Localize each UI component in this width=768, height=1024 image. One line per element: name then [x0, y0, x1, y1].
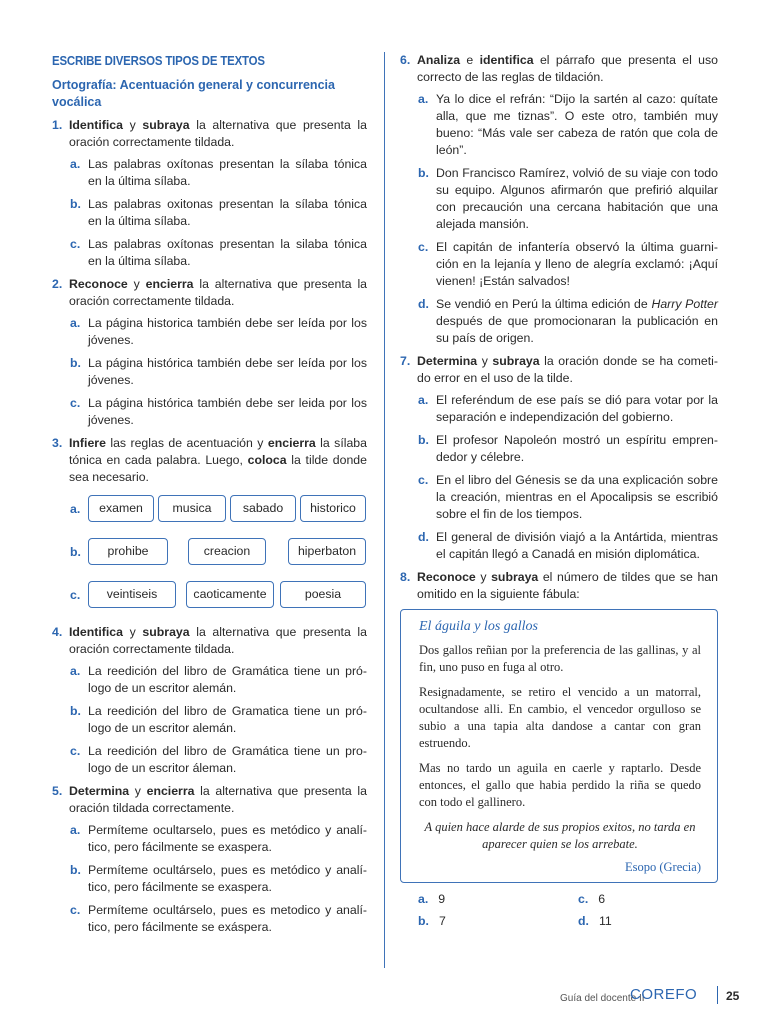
question-text: la oración donde se ha cometido error en el uso de la tilde.: [417, 354, 719, 385]
option-text: Permíteme ocultárselo, pues es metódico y analítico, pero fácilmente se exaspera.: [88, 863, 367, 894]
option-text: La reedición del libro de Gramatica tiene un prólogo de un escritor alemán.: [88, 704, 367, 735]
option-text: La reedición del libro de Gramática tiene un prólogo de un escritor alemán.: [88, 664, 367, 695]
question-text: la sílaba tónica en cada palabra. Luego,: [69, 436, 367, 467]
question-text: el párrafo que presenta el uso correcto de las reglas de tildación.: [417, 53, 719, 84]
option-4c[interactable]: [52, 743, 367, 777]
fable-paragraph: Resignadamente, se retiro el vencido a un matorral, ocultandose alli. En cambio, el vencedor orgulloso se subio a una tapia alta dandose a cantar con gran estruendo.: [419, 685, 701, 750]
instruction-verb: subraya: [142, 625, 190, 639]
option-letter: b.: [70, 197, 81, 211]
question-3: [52, 435, 367, 486]
instruction-verb: Analiza: [417, 53, 461, 67]
instruction-verb: encierra: [145, 277, 194, 291]
option-letter: b.: [418, 433, 429, 447]
question-1: [52, 117, 367, 151]
option-text: La página histórica también debe ser leida por los jóvenes.: [88, 396, 367, 427]
answer-options: [418, 891, 718, 933]
option-7d[interactable]: [400, 529, 718, 563]
option-2b[interactable]: [52, 355, 367, 389]
section-title: Ortografía: Acentuación general y concurrencia vocálica: [52, 78, 335, 109]
answer-value: 6: [598, 892, 606, 906]
footer-guide: Guía del docente II: [560, 993, 645, 1004]
option-1c[interactable]: [52, 236, 367, 270]
row-letter: c.: [70, 588, 81, 602]
question-number: 8.: [400, 570, 411, 584]
page-footer: [560, 988, 750, 1004]
option-text: después de que promocionaran la publicación en su país de origen.: [436, 314, 718, 345]
question-number: 1.: [52, 118, 63, 132]
column-divider: [384, 52, 385, 968]
page-number: 25: [726, 989, 740, 1003]
question-number: 6.: [400, 53, 411, 67]
question-7: [400, 353, 718, 387]
option-text: El referéndum de ese país se dió para votar por la separación e independización del gobierno.: [436, 393, 718, 424]
option-1b[interactable]: [52, 196, 367, 230]
option-4a[interactable]: [52, 663, 367, 697]
question-number: 3.: [52, 436, 63, 450]
fable-title: El águila y los gallos: [419, 619, 538, 634]
option-letter: d.: [418, 297, 429, 311]
option-text: Permíteme ocultarselo, pues es metódico y analítico, pero fácilmente se exaspera.: [88, 823, 367, 854]
conjunction: y: [129, 625, 136, 639]
option-7c[interactable]: [400, 472, 718, 523]
conjunction: y: [133, 277, 140, 291]
brand-logo: COREFO: [630, 986, 698, 1003]
answer-value: 7: [438, 914, 446, 928]
option-letter: b.: [70, 863, 81, 877]
option-letter: c.: [418, 473, 429, 487]
option-letter: c.: [70, 237, 81, 251]
question-text: la alternativa que presenta la oración tildada correctamente.: [69, 784, 367, 815]
right-column: [400, 52, 718, 933]
option-5a[interactable]: [52, 822, 367, 856]
conjunction: y: [129, 118, 136, 132]
option-6c[interactable]: [400, 239, 718, 290]
question-text: la alternativa que presenta la oración correctamente tildada.: [69, 625, 368, 656]
conjunction: y: [481, 354, 488, 368]
option-letter: a.: [70, 823, 81, 837]
option-text: La reedición del libro de Gramática tiene un prologo de un escritor áleman.: [88, 744, 367, 775]
option-letter: a.: [418, 393, 429, 407]
fable-paragraph: Dos gallos reñian por la preferencia de las gallinas, y al fin, uno puso en fuga al otro.: [419, 643, 701, 674]
question-number: 7.: [400, 354, 411, 368]
option-letter: b.: [70, 356, 81, 370]
option-7a[interactable]: [400, 392, 718, 426]
instruction-verb: subraya: [491, 570, 539, 584]
word-box[interactable]: poesia: [280, 581, 366, 608]
option-letter: c.: [70, 744, 81, 758]
option-6a[interactable]: [400, 91, 718, 159]
option-text: Las palabras oxítonas presentan la silaba tónica en la última sílaba.: [88, 237, 367, 268]
option-text: Se vendió en Perú la última edición de: [436, 297, 648, 311]
question-8: [400, 569, 718, 603]
option-letter: c.: [418, 240, 429, 254]
option-letter: a.: [70, 157, 81, 171]
option-letter: b.: [418, 914, 429, 928]
question-6: [400, 52, 718, 86]
word-box[interactable]: historico: [300, 495, 366, 522]
question-text: la alternativa que presenta la oración correctamente tildada.: [69, 277, 368, 308]
option-text: Permíteme ocultárselo, pues es metodico y analítico, pero fácilmente se exáspera.: [88, 903, 367, 934]
fable-moral: A quien hace alarde de sus propios exitos, no tarda en aparecer quien se los arrebate.: [424, 820, 696, 851]
option-2c[interactable]: [52, 395, 367, 429]
conjunction: y: [134, 784, 141, 798]
row-letter: b.: [70, 545, 81, 559]
option-letter: d.: [578, 914, 589, 928]
fable-paragraph: Mas no tardo un aguila en caerle y raptarlo. Desde entonces, el gallo que habia perdido la riña se quedo con todo el gallinero.: [419, 761, 701, 809]
question-text: el número de tildes que se han omitido en la siguiente fábula:: [417, 570, 718, 601]
instruction-verb: Reconoce: [69, 277, 128, 291]
option-letter: c.: [70, 396, 81, 410]
answer-b[interactable]: [418, 913, 446, 930]
option-text: El profesor Napoleón mostró un espíritu emprendedor y célebre.: [436, 433, 718, 464]
option-letter: a.: [418, 892, 429, 906]
row-letter: a.: [70, 502, 81, 516]
option-5b[interactable]: [52, 862, 367, 896]
question-text: la alternativa que presenta la oración correctamente tildada.: [69, 118, 368, 149]
word-box[interactable]: veintiseis: [88, 581, 176, 608]
question-text: las reglas de acentuación y: [110, 436, 264, 450]
fable-author: Esopo (Grecia): [624, 860, 701, 874]
option-text: La página histórica también debe ser leída por los jóvenes.: [88, 356, 367, 387]
word-box[interactable]: sabado: [230, 495, 296, 522]
instruction-verb: encierra: [267, 436, 316, 450]
option-text: El capitán de infantería observó la última guarnición en la lejanía y lleno de alegría exclamó: ¡Aquí vienen! ¡Están salvados!: [436, 240, 718, 288]
answer-value: 11: [598, 914, 612, 928]
option-2a[interactable]: [52, 315, 367, 349]
word-box[interactable]: prohibe: [88, 538, 168, 565]
question-number: 5.: [52, 784, 63, 798]
answer-value: 9: [438, 892, 446, 906]
option-1a[interactable]: [52, 156, 367, 190]
instruction-verb: Infiere: [69, 436, 106, 450]
fable-box: [400, 609, 718, 883]
option-7b[interactable]: [400, 432, 718, 466]
option-letter: b.: [418, 166, 429, 180]
instruction-verb: coloca: [247, 453, 287, 467]
option-5c[interactable]: [52, 902, 367, 936]
instruction-verb: subraya: [492, 354, 540, 368]
answer-d[interactable]: [578, 913, 612, 930]
option-letter: a.: [70, 316, 81, 330]
word-row-c: [52, 581, 367, 609]
answer-a[interactable]: [418, 891, 445, 908]
option-text: En el libro del Génesis se da una explicación sobre la creación, mientras en el Apocalipsis se escribió sobre el fin de los tiempos.: [436, 473, 718, 521]
option-letter: c.: [70, 903, 81, 917]
option-6d[interactable]: [400, 296, 718, 347]
question-number: 4.: [52, 625, 63, 639]
instruction-verb: Determina: [417, 354, 478, 368]
option-text: Don Francisco Ramírez, volvió de su viaje con todo su equipo. Algunos afirmarón que prefirió alquilar con precaución una cercana habitación que una alejada mansión.: [436, 166, 718, 231]
word-row-b: [52, 538, 367, 566]
conjunction: y: [480, 570, 487, 584]
book-title: Harry Potter: [651, 297, 718, 311]
option-text: La página historica también debe ser leída por los jóvenes.: [88, 316, 367, 347]
option-text: Las palabras oxítonas presentan la sílaba tónica en la última sílaba.: [88, 157, 367, 188]
question-number: 2.: [52, 277, 63, 291]
option-letter: a.: [418, 92, 429, 106]
instruction-verb: subraya: [142, 118, 190, 132]
instruction-verb: Reconoce: [417, 570, 476, 584]
footer-separator: [717, 986, 718, 1004]
question-5: [52, 783, 367, 817]
option-letter: d.: [418, 530, 429, 544]
option-text: El general de división viajó a la Antártida, mientras el capitán llegó a Canadá en misión diplomática.: [436, 530, 718, 561]
word-box[interactable]: caoticamente: [186, 581, 274, 608]
page-title: ESCRIBE DIVERSOS TIPOS DE TEXTOS: [52, 53, 265, 68]
left-column: [52, 52, 367, 942]
instruction-verb: Determina: [69, 784, 130, 798]
question-text: la tilde donde sea necesario.: [69, 453, 367, 484]
option-letter: c.: [578, 892, 589, 906]
option-letter: a.: [70, 664, 81, 678]
instruction-verb: encierra: [146, 784, 195, 798]
instruction-verb: identifica: [479, 53, 534, 67]
word-box[interactable]: creacion: [188, 538, 266, 565]
answer-c[interactable]: [578, 891, 605, 908]
conjunction: e: [466, 53, 474, 67]
question-2: [52, 276, 367, 310]
word-box[interactable]: hiperbaton: [288, 538, 366, 565]
question-4: [52, 624, 367, 658]
word-box[interactable]: examen: [88, 495, 154, 522]
instruction-verb: Identifica: [69, 118, 123, 132]
option-text: Ya lo dice el refrán: “Dijo la sartén al cazo: quítate alla, que me tiznas”. O este otro, también muy bueno: “Más vale ser cabeza de ratón que cola de león”.: [436, 92, 718, 157]
word-row-a: [52, 495, 367, 523]
option-6b[interactable]: [400, 165, 718, 233]
option-letter: b.: [70, 704, 81, 718]
word-box[interactable]: musica: [158, 495, 226, 522]
option-text: Las palabras oxitonas presentan la sílaba tónica en la última sílaba.: [88, 197, 367, 228]
option-4b[interactable]: [52, 703, 367, 737]
instruction-verb: Identifica: [69, 625, 123, 639]
